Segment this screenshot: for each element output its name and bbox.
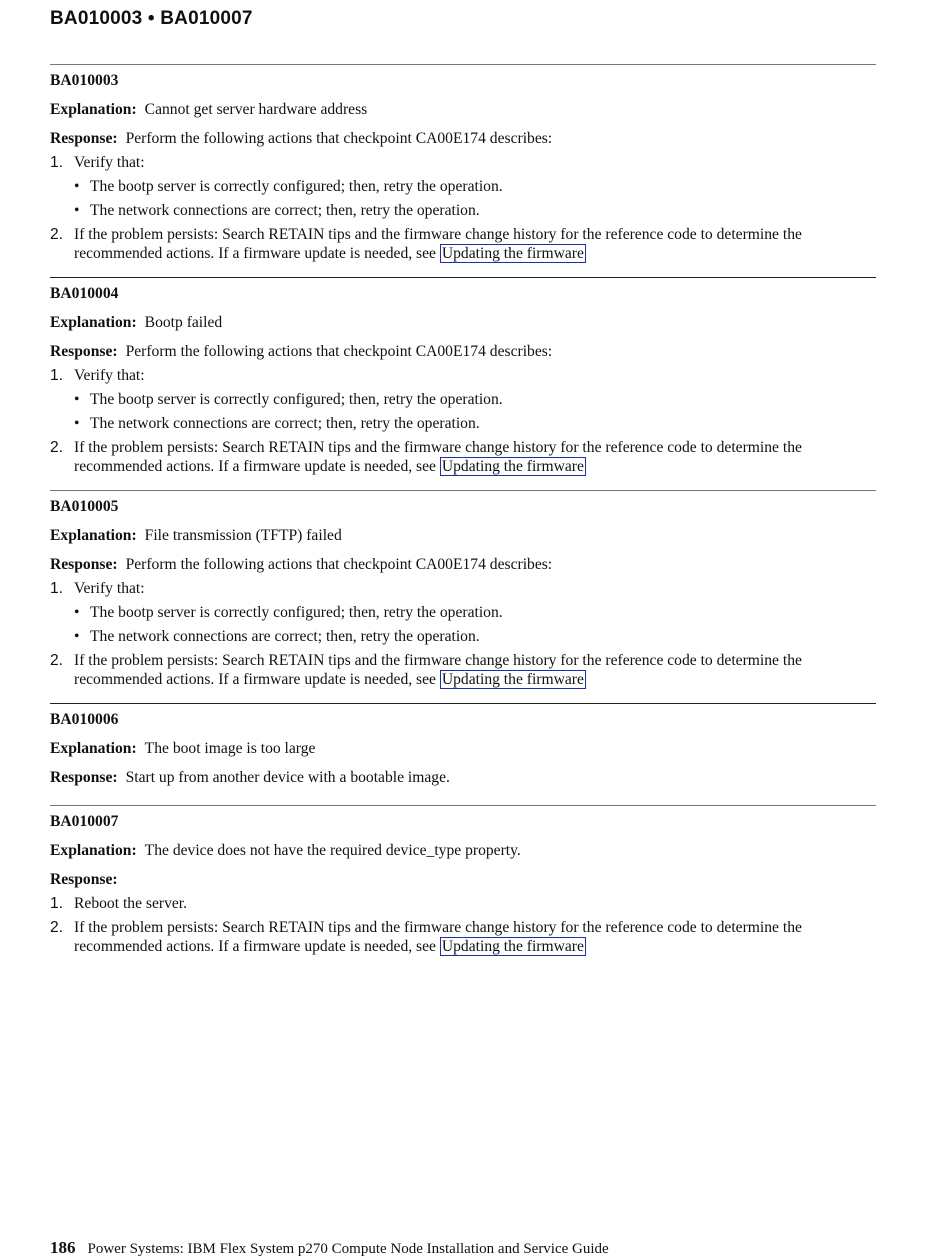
main-content (50, 64, 876, 961)
bullet-item (74, 603, 876, 622)
response-line (50, 768, 876, 787)
step-number: 1. (50, 580, 64, 597)
page-footer (50, 1238, 609, 1258)
step-number: 2. (50, 226, 64, 243)
updating-firmware-link[interactable]: Updating the firmware (441, 458, 584, 475)
explanation-label: Explanation: (50, 842, 137, 859)
explanation-text: Bootp failed (144, 314, 223, 331)
response-text: Perform the following actions that checkpoint CA00E174 describes: (125, 130, 553, 147)
action-steps (50, 153, 876, 263)
bullet-item (74, 627, 876, 646)
step-text: Reboot the server. (74, 895, 188, 912)
response-label: Response: (50, 556, 118, 573)
updating-firmware-link[interactable]: Updating the firmware (441, 938, 584, 955)
bullet-item (74, 390, 876, 409)
step-number: 2. (50, 439, 64, 456)
step-number: 1. (50, 154, 64, 171)
explanation-text: The boot image is too large (144, 740, 316, 757)
step-number: 1. (50, 895, 64, 912)
response-line (50, 870, 876, 889)
bullet-text: The network connections are correct; then, retry the operation. (90, 628, 480, 645)
response-text: Perform the following actions that checkpoint CA00E174 describes: (125, 556, 553, 573)
response-text: Start up from another device with a bootable image. (125, 769, 450, 786)
divider (50, 490, 876, 491)
ref-code-entry-ba010003 (50, 64, 876, 263)
bullet-icon: • (74, 202, 80, 219)
explanation-line (50, 739, 876, 758)
step-text: Verify that: (74, 367, 145, 384)
bullet-text: The network connections are correct; then, retry the operation. (90, 415, 480, 432)
step-number: 2. (50, 652, 64, 669)
response-label: Response: (50, 130, 118, 147)
step-number: 2. (50, 919, 64, 936)
bullet-item (74, 414, 876, 433)
step-item (50, 579, 876, 646)
bullet-text: The bootp server is correctly configured; then, retry the operation. (90, 178, 503, 195)
response-label: Response: (50, 871, 118, 888)
ref-code-entry-ba010004 (50, 277, 876, 476)
step-item (50, 894, 876, 913)
bullet-icon: • (74, 178, 80, 195)
explanation-text: The device does not have the required device_type property. (144, 842, 521, 859)
reference-code: BA010005 (50, 498, 119, 515)
response-label: Response: (50, 769, 118, 786)
explanation-line (50, 100, 876, 119)
reference-code: BA010003 (50, 72, 119, 89)
reference-code: BA010007 (50, 813, 119, 830)
action-steps (50, 894, 876, 956)
step-text: If the problem persists: Search RETAIN tips and the firmware change history for the reference code to determine the recommended actions. If a firmware update is needed, see (74, 652, 802, 688)
step-number: 1. (50, 367, 64, 384)
step-item (50, 438, 876, 476)
response-line (50, 555, 876, 574)
step-item (50, 366, 876, 433)
updating-firmware-link[interactable]: Updating the firmware (441, 671, 584, 688)
bullet-icon: • (74, 604, 80, 621)
divider (50, 703, 876, 704)
explanation-label: Explanation: (50, 740, 137, 757)
bullet-list (74, 177, 876, 220)
step-text: Verify that: (74, 154, 145, 171)
reference-code: BA010006 (50, 711, 119, 728)
response-line (50, 129, 876, 148)
bullet-icon: • (74, 415, 80, 432)
explanation-text: Cannot get server hardware address (144, 101, 368, 118)
explanation-line (50, 526, 876, 545)
page-number: 186 (50, 1238, 76, 1257)
bullet-text: The network connections are correct; then, retry the operation. (90, 202, 480, 219)
step-item (50, 918, 876, 956)
step-item (50, 225, 876, 263)
updating-firmware-link[interactable]: Updating the firmware (441, 245, 584, 262)
step-text: If the problem persists: Search RETAIN tips and the firmware change history for the reference code to determine the recommended actions. If a firmware update is needed, see (74, 439, 802, 475)
action-steps (50, 579, 876, 689)
explanation-label: Explanation: (50, 527, 137, 544)
explanation-label: Explanation: (50, 314, 137, 331)
action-steps (50, 366, 876, 476)
step-item (50, 153, 876, 220)
reference-code: BA010004 (50, 285, 119, 302)
explanation-line (50, 841, 876, 860)
response-text: Perform the following actions that checkpoint CA00E174 describes: (125, 343, 553, 360)
step-item (50, 651, 876, 689)
bullet-text: The bootp server is correctly configured; then, retry the operation. (90, 604, 503, 621)
explanation-line (50, 313, 876, 332)
page-header: BA010003 • BA010007 (50, 8, 253, 29)
divider (50, 277, 876, 278)
bullet-text: The bootp server is correctly configured; then, retry the operation. (90, 391, 503, 408)
bullet-item (74, 177, 876, 196)
ref-code-entry-ba010005 (50, 490, 876, 689)
bullet-list (74, 390, 876, 433)
bullet-item (74, 201, 876, 220)
ref-code-entry-ba010006 (50, 703, 876, 787)
bullet-icon: • (74, 391, 80, 408)
response-line (50, 342, 876, 361)
bullet-icon: • (74, 628, 80, 645)
explanation-label: Explanation: (50, 101, 137, 118)
footer-title: Power Systems: IBM Flex System p270 Compute Node Installation and Service Guide (87, 1241, 609, 1257)
step-text: Verify that: (74, 580, 145, 597)
step-text: If the problem persists: Search RETAIN tips and the firmware change history for the reference code to determine the recommended actions. If a firmware update is needed, see (74, 226, 802, 262)
divider (50, 805, 876, 806)
step-text: If the problem persists: Search RETAIN tips and the firmware change history for the reference code to determine the recommended actions. If a firmware update is needed, see (74, 919, 802, 955)
divider (50, 64, 876, 65)
response-label: Response: (50, 343, 118, 360)
ref-code-entry-ba010007 (50, 805, 876, 956)
explanation-text: File transmission (TFTP) failed (144, 527, 342, 544)
bullet-list (74, 603, 876, 646)
